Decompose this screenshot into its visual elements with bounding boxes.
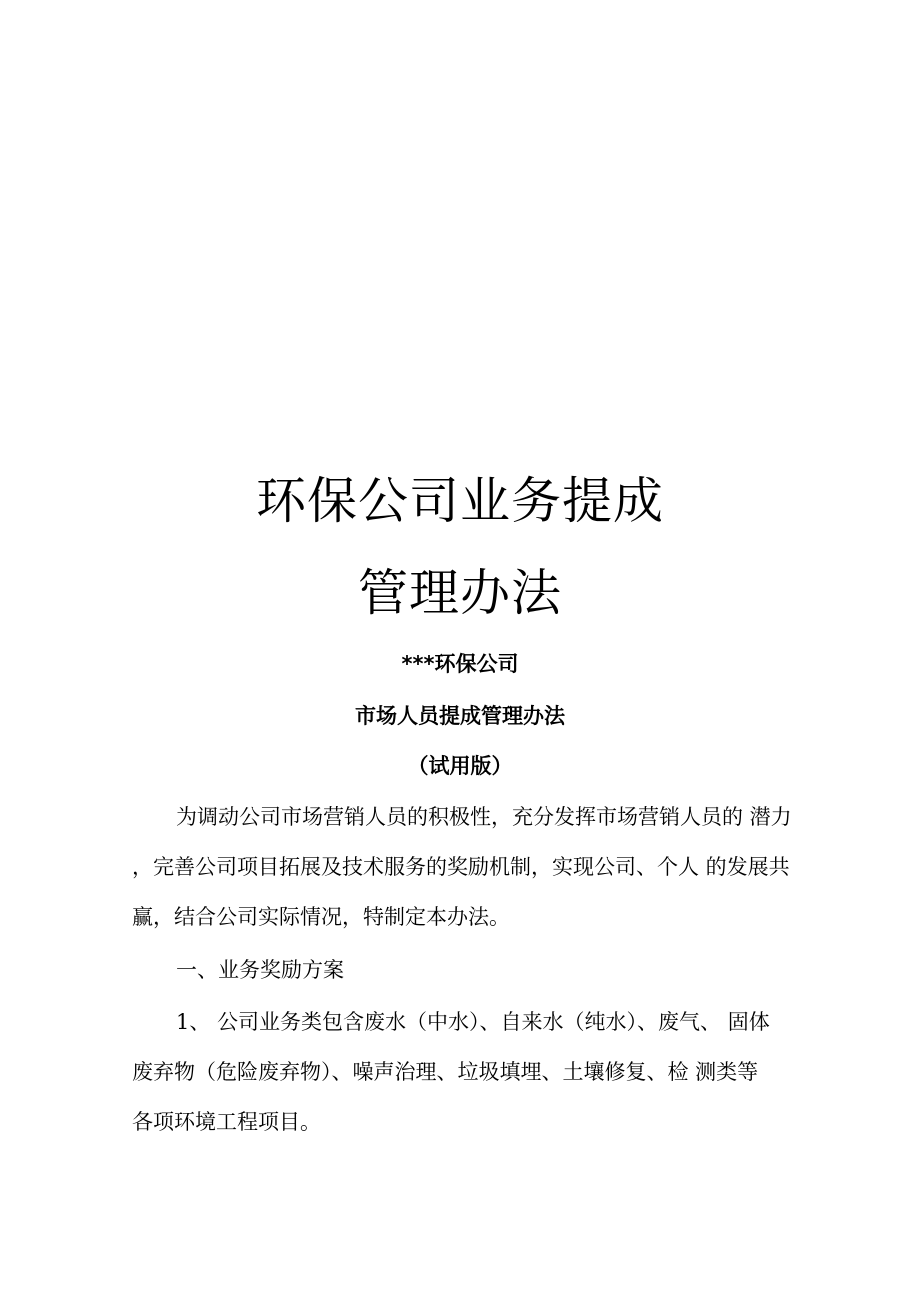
intro-paragraph-line-2: ，完善公司项目拓展及技术服务的奖励机制，实现公司、个人 的发展共 xyxy=(132,855,790,879)
company-name: ***环保公司 xyxy=(401,652,519,676)
intro-paragraph-line-3: 赢，结合公司实际情况，特制定本办法。 xyxy=(132,905,510,929)
document-title-line-2: 管理办法 xyxy=(358,564,562,622)
item-1-line-1: 1、 公司业务类包含废水（中水）、自来水（纯水）、废气、 固体 xyxy=(176,1010,770,1034)
intro-paragraph-line-1: 为调动公司市场营销人员的积极性，充分发挥市场营销人员的 潜力 xyxy=(176,805,792,829)
section-heading: 一、业务奖励方案 xyxy=(176,958,344,982)
item-1-line-2: 废弃物（危险废弃物）、噪声治理、垃圾填埋、土壤修复、检 测类等 xyxy=(132,1060,759,1084)
version-label: （试用版） xyxy=(407,754,513,778)
item-1-line-3: 各项环境工程项目。 xyxy=(132,1110,321,1134)
document-subtitle: 市场人员提成管理办法 xyxy=(355,704,565,728)
document-title-line-1: 环保公司业务提成 xyxy=(256,472,664,530)
